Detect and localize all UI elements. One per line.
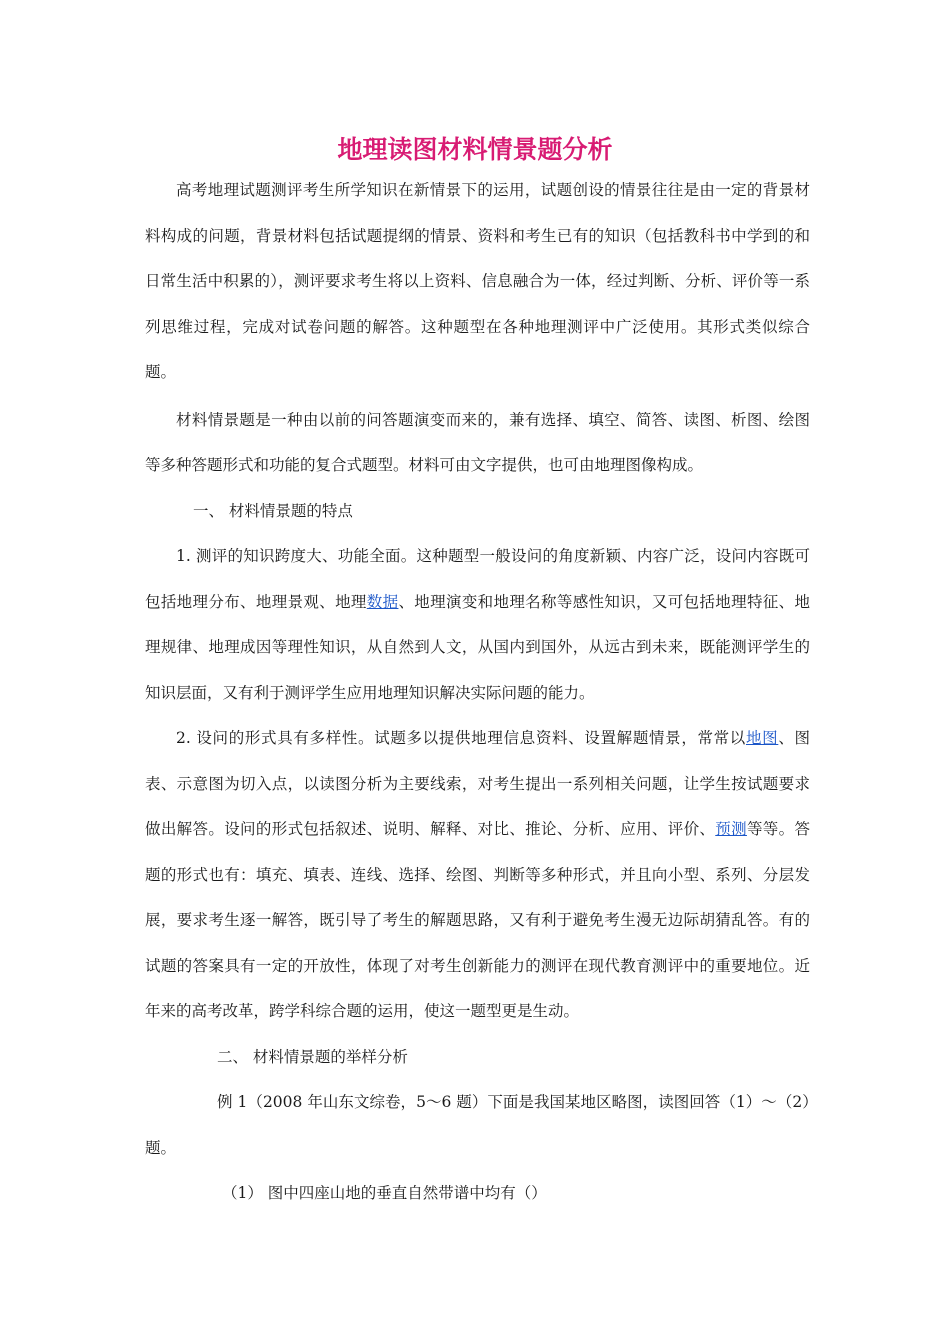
document-body	[145, 168, 810, 1217]
point-1-text-b: 、地理演变和地理名称等感性知识，又可包括地理特征、地理规律、地理成因等理性知识，从自然到人文，从国内到国外，从远古到未来，既能测评学生的知识层面，又有利于测评学生应用地理知识解决实际问题的能力。	[145, 592, 810, 702]
example-1-text: 例 1（2008 年山东文综卷，5～6 题）下面是我国某地区略图，读图回答（1）～（2）题。	[145, 1093, 810, 1157]
point-2-paragraph	[145, 716, 810, 1035]
example-1-paragraph	[145, 1080, 810, 1171]
point-2-text-c: 等等。答题的形式也有：填充、填表、连线、选择、绘图、判断等多种形式，并且向小型、系列、分层发展，要求考生逐一解答，既引导了考生的解题思路，又有利于避免考生漫无边际胡猜乱答。有的试题的答案具有一定的开放性，体现了对考生创新能力的测评在现代教育测评中的重要地位。近年来的高考改革，跨学科综合题的运用，使这一题型更是生动。	[145, 820, 810, 1020]
intro-paragraph: 高考地理试题测评考生所学知识在新情景下的运用，试题创设的情景往往是由一定的背景材料构成的问题，背景材料包括试题提纲的情景、资料和考生已有的知识（包括教科书中学到的和日常生活中积累的），测评要求考生将以上资料、信息融合为一体，经过判断、分析、评价等一系列思维过程，完成对试卷问题的解答。这种题型在各种地理测评中广泛使用。其形式类似综合题。	[145, 181, 810, 381]
section-heading-1: 一、 材料情景题的特点	[193, 501, 353, 520]
definition-paragraph: 材料情景题是一种由以前的问答题演变而来的，兼有选择、填空、简答、读图、析图、绘图等多种答题形式和功能的复合式题型。材料可由文字提供，也可由地理图像构成。	[145, 410, 810, 474]
page-title: 地理读图材料情景题分析	[337, 135, 613, 164]
point-2-text-a: 2. 设问的形式具有多样性。试题多以提供地理信息资料、设置解题情景，常常以	[176, 729, 746, 747]
forecast-link[interactable]: 预测	[715, 820, 747, 838]
point-1-paragraph	[145, 534, 810, 716]
map-link[interactable]: 地图	[745, 729, 779, 747]
question-1: （1） 图中四座山地的垂直自然带谱中均有（）	[222, 1184, 547, 1202]
point-1-text-a: 1. 测评的知识跨度大、功能全面。这种题型一般设问的角度新颖、内容广泛，设问内容既可包括地理分布、地理景观、地理	[145, 547, 810, 611]
data-link[interactable]: 数据	[366, 592, 399, 611]
section-heading-2: 二、 材料情景题的举样分析	[217, 1047, 408, 1066]
point-2-text-b: 、图表、示意图为切入点，以读图分析为主要线索，对考生提出一系列相关问题，让学生按试题要求做出解答。设问的形式包括叙述、说明、解释、对比、推论、分析、应用、评价、	[145, 729, 810, 838]
